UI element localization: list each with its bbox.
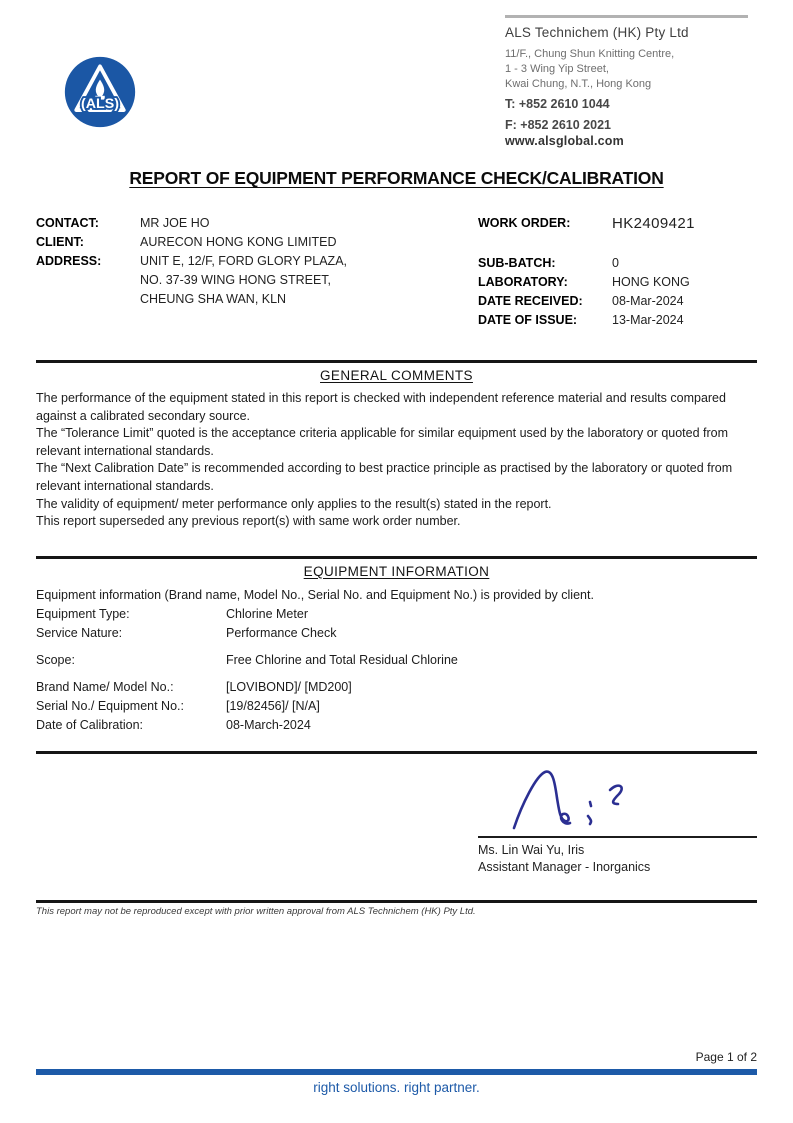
equipment-row <box>36 678 757 697</box>
equipment-row-value: Chlorine Meter <box>226 606 308 621</box>
general-comments-heading: GENERAL COMMENTS <box>320 368 473 383</box>
disclaimer-section <box>36 900 757 917</box>
client-label: CLIENT: <box>36 235 84 249</box>
equipment-row-label: Equipment Type: <box>36 606 130 621</box>
equipment-row <box>36 651 757 670</box>
date-received-label: DATE RECEIVED: <box>478 294 583 308</box>
work-order-label: WORK ORDER: <box>478 216 571 230</box>
signature-icon <box>506 764 666 834</box>
laboratory-label: LABORATORY: <box>478 275 568 289</box>
equipment-row-label: Brand Name/ Model No.: <box>36 679 174 694</box>
equipment-row <box>36 605 757 624</box>
header <box>0 0 793 150</box>
info-grid <box>0 214 793 344</box>
address-label: ADDRESS: <box>36 254 102 268</box>
contact-row <box>36 214 347 233</box>
equipment-row <box>36 697 757 716</box>
address-line: UNIT E, 12/F, FORD GLORY PLAZA, <box>140 254 348 268</box>
date-of-issue-row <box>478 311 695 330</box>
general-comments-text <box>36 390 757 531</box>
comment-paragraph: The “Tolerance Limit” quoted is the acceptance criteria applicable for similar equipment used by the laboratory or quoted from relevant international standards. <box>36 426 729 458</box>
footer-bar <box>36 1069 757 1075</box>
address-value <box>140 252 347 309</box>
equipment-row-value: 08-March-2024 <box>226 717 311 732</box>
signatory-name: Ms. Lin Wai Yu, Iris <box>478 842 585 857</box>
equipment-information-section <box>36 556 757 735</box>
equipment-row-label: Date of Calibration: <box>36 717 144 732</box>
als-logo-text: (ALS) <box>81 96 119 113</box>
signatory-title: Assistant Manager - Inorganics <box>478 859 651 874</box>
laboratory-value: HONG KONG <box>612 275 690 289</box>
equipment-row-value: [19/82456]/ [N/A] <box>226 698 320 713</box>
comment-paragraph: The performance of the equipment stated in this report is checked with independent reference material and results compared against a calibrated secondary source. <box>36 391 726 423</box>
company-name: ALS Technichem (HK) Pty Ltd <box>505 25 689 40</box>
equipment-row-value: [LOVIBOND]/ [MD200] <box>226 679 352 694</box>
sub-batch-value: 0 <box>612 256 619 270</box>
sub-batch-row <box>478 254 695 273</box>
contact-label: CONTACT: <box>36 216 99 230</box>
company-address-line: Kwai Chung, N.T., Hong Kong <box>505 78 652 90</box>
page-number: Page 1 of 2 <box>695 1050 757 1064</box>
address-line: NO. 37-39 WING HONG STREET, <box>140 273 332 287</box>
comment-paragraph: The validity of equipment/ meter performance only applies to the result(s) stated in the report. <box>36 496 552 511</box>
footer-tagline: right solutions. right partner. <box>313 1080 480 1095</box>
client-info <box>36 214 347 309</box>
company-address-line: 1 - 3 Wing Yip Street, <box>505 63 609 75</box>
address-row <box>36 252 347 309</box>
client-value: AURECON HONG KONG LIMITED <box>140 235 337 249</box>
equipment-row <box>36 716 757 735</box>
work-order-row <box>478 214 695 233</box>
date-received-row <box>478 292 695 311</box>
order-info <box>478 214 695 330</box>
equipment-row-label: Service Nature: <box>36 625 123 640</box>
company-fax: F: +852 2610 2021 <box>505 118 611 132</box>
signature-block <box>478 764 757 876</box>
work-order-value: HK2409421 <box>612 215 695 232</box>
report-title: REPORT OF EQUIPMENT PERFORMANCE CHECK/CALIBRATION <box>129 168 664 188</box>
equipment-row-value: Free Chlorine and Total Residual Chlorine <box>226 652 458 667</box>
company-block <box>505 15 760 148</box>
signature-line <box>478 836 757 838</box>
equipment-row-value: Performance Check <box>226 625 337 640</box>
equipment-row-label: Serial No./ Equipment No.: <box>36 698 184 713</box>
laboratory-row <box>478 273 695 292</box>
date-of-issue-label: DATE OF ISSUE: <box>478 313 578 327</box>
equipment-row <box>36 624 757 643</box>
company-phone: T: +852 2610 1044 <box>505 97 610 111</box>
contact-value: MR JOE HO <box>140 216 210 230</box>
company-address-line: 11/F., Chung Shun Knitting Centre, <box>505 48 675 60</box>
client-row <box>36 233 347 252</box>
equipment-row-label: Scope: <box>36 652 75 667</box>
comment-paragraph: The “Next Calibration Date” is recommended according to best practice principle as practised by the laboratory or quoted from relevant international standards. <box>36 461 733 493</box>
als-logo-icon <box>62 54 138 130</box>
date-received-value: 08-Mar-2024 <box>612 294 684 308</box>
disclaimer-text: This report may not be reproduced except with prior written approval from ALS Technichem (HK) Pty Ltd. <box>36 905 476 917</box>
comment-paragraph: This report superseded any previous report(s) with same work order number. <box>36 514 461 529</box>
header-divider <box>505 15 748 18</box>
equipment-intro: Equipment information (Brand name, Model No., Serial No. and Equipment No.) is provided by client. <box>36 587 594 602</box>
company-website: www.alsglobal.com <box>505 134 624 148</box>
date-of-issue-value: 13-Mar-2024 <box>612 313 684 327</box>
general-comments-section <box>36 360 757 531</box>
sub-batch-label: SUB-BATCH: <box>478 256 556 270</box>
address-line: CHEUNG SHA WAN, KLN <box>140 292 287 306</box>
section-divider <box>36 751 757 754</box>
equipment-information-heading: EQUIPMENT INFORMATION <box>303 563 490 579</box>
